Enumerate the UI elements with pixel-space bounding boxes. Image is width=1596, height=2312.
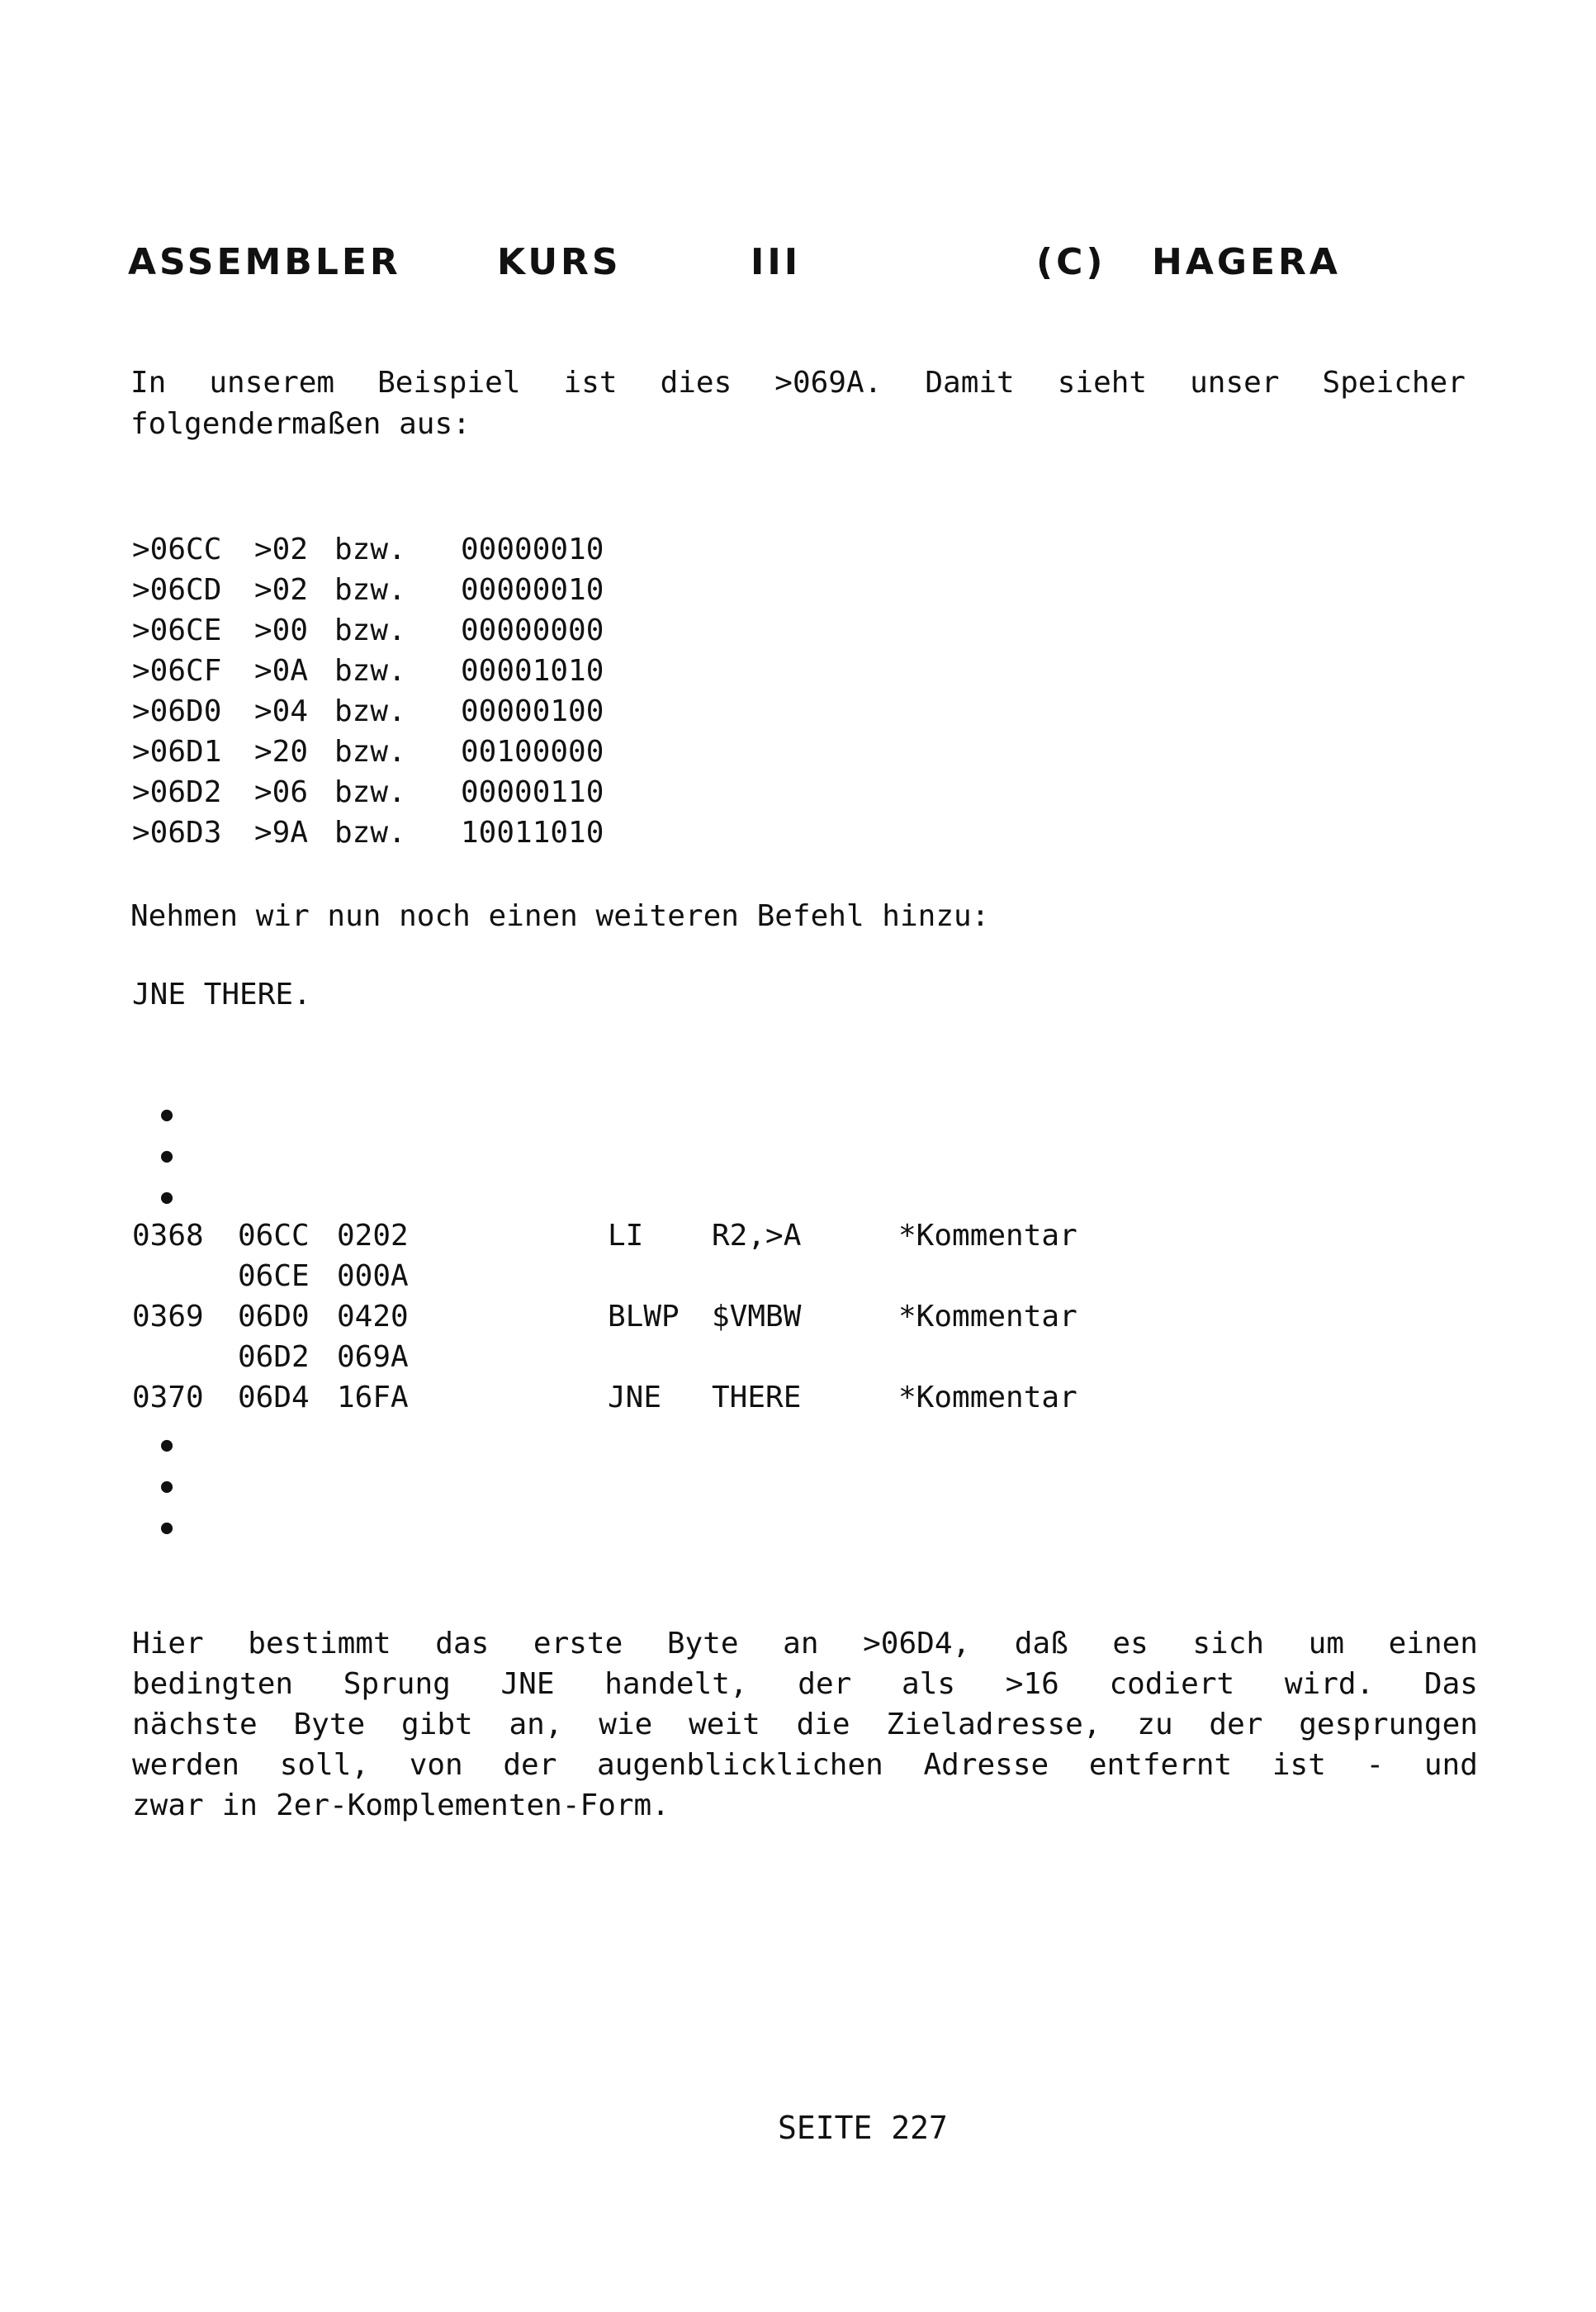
listing-operand: $VMBW: [712, 1300, 802, 1334]
explanation-line: [132, 1627, 1478, 1668]
explanation-word: bestimmt: [248, 1627, 391, 1661]
listing-address: 06D4: [238, 1381, 310, 1414]
instruction-example: JNE THERE.: [132, 978, 311, 1012]
explanation-word: die: [796, 1708, 850, 1741]
memory-separator: bzw.: [334, 533, 406, 566]
explanation-word: an: [783, 1627, 819, 1661]
explanation-word: erste: [533, 1627, 623, 1661]
listing-comment: *Kommentar: [898, 1300, 1077, 1334]
memory-address: >06D0: [132, 694, 222, 728]
explanation-word: in: [221, 1788, 258, 1822]
intro-line-2-text: folgendermaßen aus:: [130, 407, 471, 441]
explanation-word: zu: [1137, 1708, 1173, 1741]
memory-binary: 00001010: [461, 654, 604, 688]
intro-word: Damit: [925, 366, 1015, 400]
memory-value: >04: [254, 694, 309, 728]
listing-code: 0202: [337, 1219, 409, 1253]
memory-separator: bzw.: [334, 614, 406, 647]
memory-value: >20: [254, 735, 309, 769]
listing-address: 06D2: [238, 1340, 310, 1374]
explanation-word: codiert: [1109, 1667, 1235, 1701]
explanation-word: um: [1308, 1627, 1344, 1661]
explanation-word: augenblicklichen: [597, 1748, 883, 1782]
explanation-word: der: [1209, 1708, 1263, 1741]
ellipsis-dot: •: [157, 1511, 178, 1549]
explanation-word: bedingten: [132, 1667, 294, 1701]
memory-binary: 00000000: [461, 614, 604, 647]
explanation-word: wird.: [1284, 1667, 1375, 1701]
memory-separator: bzw.: [334, 775, 406, 809]
memory-separator: bzw.: [334, 816, 406, 850]
explanation-line: [132, 1708, 1478, 1749]
header-author: HAGERA: [1152, 241, 1341, 283]
explanation-word: Hier: [132, 1627, 204, 1661]
ellipsis-dot: •: [157, 1428, 178, 1466]
explanation-word: weit: [689, 1708, 760, 1741]
listing-code: 0420: [337, 1300, 409, 1334]
ellipsis-dot: •: [157, 1098, 178, 1136]
explanation-word: von: [409, 1748, 463, 1782]
memory-value: >0A: [254, 654, 309, 688]
explanation-word: Zieladresse,: [886, 1708, 1101, 1741]
memory-binary: 10011010: [461, 816, 604, 850]
explanation-word: der: [503, 1748, 557, 1782]
header-title: ASSEMBLER: [128, 241, 401, 283]
intro-word: unserem: [209, 366, 335, 400]
header-copyright: (C): [1036, 241, 1106, 283]
memory-separator: bzw.: [334, 573, 406, 607]
intro-word: >069A.: [774, 366, 883, 400]
intro-word: sieht: [1057, 366, 1148, 400]
explanation-word: nächste: [132, 1708, 258, 1741]
explanation-line: [132, 1788, 1478, 1830]
memory-binary: 00100000: [461, 735, 604, 769]
ellipsis-dot: •: [157, 1181, 178, 1219]
explanation-word: -: [1366, 1748, 1385, 1782]
memory-separator: bzw.: [334, 735, 406, 769]
intro-line-1: [130, 366, 1466, 407]
intro-word: Beispiel: [377, 366, 521, 400]
explanation-word: es: [1112, 1627, 1148, 1661]
listing-opcode: LI: [608, 1219, 644, 1253]
explanation-word: JNE: [500, 1667, 555, 1701]
explanation-word: handelt,: [604, 1667, 748, 1701]
listing-line-number: 0370: [132, 1381, 204, 1414]
explanation-word: Adresse: [923, 1748, 1049, 1782]
explanation-line: [132, 1667, 1478, 1708]
memory-address: >06D2: [132, 775, 222, 809]
explanation-word: gibt: [400, 1708, 473, 1741]
memory-address: >06CC: [132, 533, 222, 566]
intro-word: unser: [1190, 366, 1280, 400]
header-part: III: [751, 241, 802, 283]
explanation-word: >16: [1005, 1667, 1059, 1701]
explanation-word: einen: [1388, 1627, 1478, 1661]
memory-address: >06CF: [132, 654, 222, 688]
intro-word: Speicher: [1322, 366, 1466, 400]
memory-value: >00: [254, 614, 309, 647]
memory-address: >06D3: [132, 816, 222, 850]
explanation-word: 2er-Komplementen-Form.: [276, 1788, 670, 1822]
explanation-word: Das: [1423, 1667, 1478, 1701]
explanation-word: >06D4,: [863, 1627, 971, 1661]
listing-comment: *Kommentar: [898, 1381, 1077, 1414]
explanation-word: ist: [1272, 1748, 1326, 1782]
explanation-word: Sprung: [343, 1667, 451, 1701]
explanation-line: [132, 1748, 1478, 1789]
ellipsis-dot: •: [157, 1139, 178, 1177]
explanation-word: soll,: [279, 1748, 370, 1782]
listing-code: 069A: [337, 1340, 409, 1374]
listing-opcode: BLWP: [608, 1300, 680, 1334]
explanation-word: als: [902, 1667, 956, 1701]
intro-word: In: [130, 366, 167, 400]
memory-separator: bzw.: [334, 694, 406, 728]
listing-operand: THERE: [712, 1381, 802, 1414]
listing-address: 06D0: [238, 1300, 310, 1334]
explanation-word: sich: [1192, 1627, 1265, 1661]
page-number: SEITE 227: [778, 2110, 948, 2146]
ellipsis-dot: •: [157, 1470, 178, 1508]
intro-line-2: [130, 407, 1476, 448]
listing-code: 16FA: [337, 1381, 409, 1414]
listing-line-number: 0369: [132, 1300, 204, 1334]
explanation-word: und: [1423, 1748, 1478, 1782]
memory-binary: 00000100: [461, 694, 604, 728]
listing-opcode: JNE: [608, 1381, 662, 1414]
listing-operand: R2,>A: [712, 1219, 802, 1253]
memory-binary: 00000010: [461, 533, 604, 566]
memory-value: >06: [254, 775, 309, 809]
explanation-word: werden: [132, 1748, 240, 1782]
listing-line-number: 0368: [132, 1219, 204, 1253]
memory-value: >02: [254, 573, 309, 607]
explanation-word: an,: [509, 1708, 563, 1741]
header-kurs: KURS: [497, 241, 622, 283]
memory-address: >06CE: [132, 614, 222, 647]
listing-address: 06CC: [238, 1219, 310, 1253]
explanation-word: das: [435, 1627, 490, 1661]
memory-value: >02: [254, 533, 309, 566]
instruction-text: Nehmen wir nun noch einen weiteren Befehl hinzu:: [130, 899, 990, 933]
listing-code: 000A: [337, 1259, 409, 1293]
memory-binary: 00000010: [461, 573, 604, 607]
explanation-word: wie: [599, 1708, 653, 1741]
memory-value: >9A: [254, 816, 309, 850]
memory-address: >06D1: [132, 735, 222, 769]
explanation-word: daß: [1014, 1627, 1068, 1661]
explanation-word: der: [798, 1667, 852, 1701]
explanation-word: gesprungen: [1299, 1708, 1478, 1741]
intro-word: dies: [660, 366, 732, 400]
memory-separator: bzw.: [334, 654, 406, 688]
listing-comment: *Kommentar: [898, 1219, 1077, 1253]
page-header: [128, 241, 1416, 291]
explanation-word: zwar: [132, 1788, 204, 1822]
explanation-word: entfernt: [1088, 1748, 1233, 1782]
intro-word: ist: [563, 366, 618, 400]
explanation-word: Byte: [666, 1627, 739, 1661]
memory-binary: 00000110: [461, 775, 604, 809]
listing-address: 06CE: [238, 1259, 310, 1293]
explanation-word: Byte: [293, 1708, 366, 1741]
memory-address: >06CD: [132, 573, 222, 607]
